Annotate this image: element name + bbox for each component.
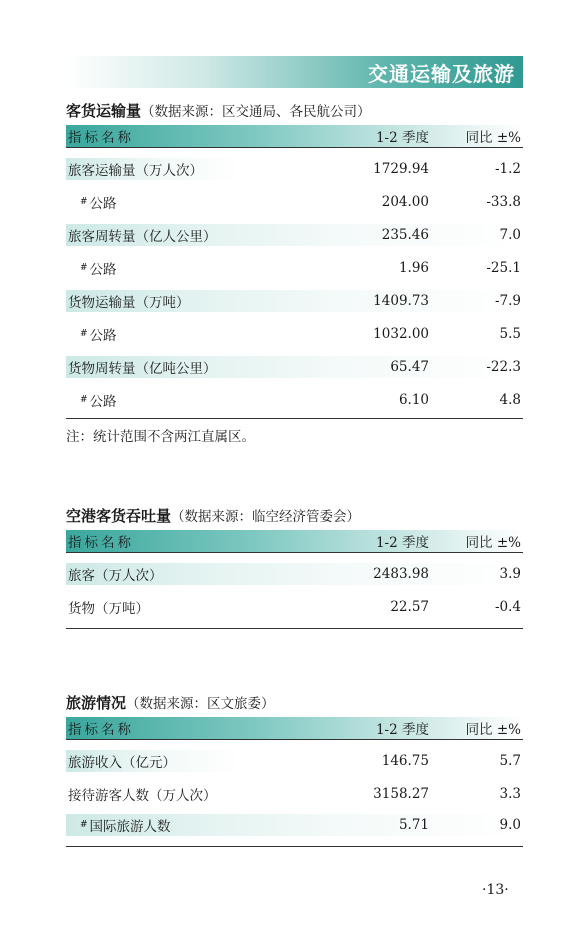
table-row: # 公路 204.00 -33.8 <box>80 194 521 212</box>
header-yoy: 同比 ±% <box>465 722 521 738</box>
table-row: 货物运输量（万吨） 1409.73 -7.9 <box>66 290 523 312</box>
header-period: 1-2 季度 <box>375 535 429 551</box>
table-row: 货物周转量（亿吨公里） 65.47 -22.3 <box>66 356 523 378</box>
table-row: 旅游收入（亿元） 146.75 5.7 <box>66 750 523 772</box>
table-header <box>66 125 523 148</box>
header-name: 指标名称 <box>68 130 134 146</box>
header-yoy: 同比 ±% <box>465 130 521 146</box>
section-title: 旅游情况（数据来源：区文旅委） <box>66 694 275 712</box>
table-end-rule <box>66 418 523 419</box>
page-number: ·13· <box>482 882 509 898</box>
table-end-rule <box>66 628 523 629</box>
section-airport <box>66 505 523 629</box>
chapter-banner <box>66 56 523 88</box>
table-header <box>66 530 523 553</box>
table-note: 注：统计范围不含两江直属区。 <box>66 429 255 445</box>
header-name: 指标名称 <box>68 535 134 551</box>
table-end-rule <box>66 846 523 847</box>
section-title: 空港客货吞吐量（数据来源：临空经济管委会） <box>66 507 361 525</box>
section-title: 客货运输量（数据来源：区交通局、各民航公司） <box>66 102 371 120</box>
table-row: # 国际旅游人数 5.71 9.0 <box>66 814 523 836</box>
table-row: 旅客运输量（万人次） 1729.94 -1.2 <box>66 158 523 180</box>
header-name: 指标名称 <box>68 722 134 738</box>
section-tourism <box>66 692 523 847</box>
table-row: # 公路 6.10 4.8 <box>80 392 521 410</box>
table-row: 接待游客人数（万人次） 3158.27 3.3 <box>68 786 521 804</box>
header-yoy: 同比 ±% <box>465 535 521 551</box>
table-row: # 公路 1.96 -25.1 <box>80 260 521 278</box>
table-row: 旅客（万人次） 2483.98 3.9 <box>66 563 523 585</box>
table-header <box>66 717 523 740</box>
header-period: 1-2 季度 <box>375 130 429 146</box>
chapter-title: 交通运输及旅游 <box>368 62 515 86</box>
table-row: # 公路 1032.00 5.5 <box>80 326 521 344</box>
table-row: 旅客周转量（亿人公里） 235.46 7.0 <box>66 224 523 246</box>
table-row: 货物（万吨） 22.57 -0.4 <box>68 599 521 617</box>
header-period: 1-2 季度 <box>375 722 429 738</box>
section-passenger-freight <box>66 100 523 445</box>
